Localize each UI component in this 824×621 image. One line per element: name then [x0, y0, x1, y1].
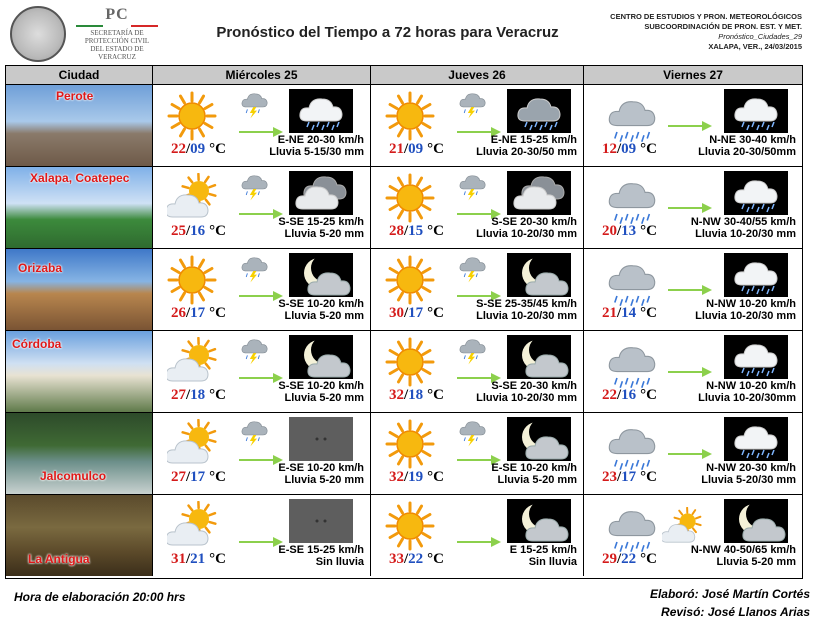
table-row [6, 494, 802, 576]
trend-arrow-icon [239, 289, 283, 307]
temp-separator: / [186, 223, 190, 239]
forecast-cell [153, 85, 371, 166]
temp-unit: °C [640, 141, 657, 157]
rain-text: Lluvia 5-20 mm [278, 228, 364, 240]
pc-logo [6, 4, 156, 60]
doc-code: Pronóstico_Ciudades_29 [610, 32, 802, 42]
table-row [6, 330, 802, 412]
forecast-cell [584, 249, 802, 330]
temperature [389, 551, 444, 568]
temp-separator: / [404, 387, 408, 403]
wind-text: E-SE 10-20 km/h [278, 462, 364, 474]
temp-max: 26 [171, 305, 186, 321]
forecast-cell [153, 331, 371, 412]
wind-text: E-SE 10-20 km/h [491, 462, 577, 474]
temperature [602, 387, 657, 404]
temperature [389, 305, 444, 322]
temp-unit: °C [427, 141, 444, 157]
temp-min: 13 [621, 223, 636, 239]
wind-text: S-SE 10-20 km/h [278, 298, 364, 310]
city-photo [6, 249, 153, 330]
temp-max: 23 [602, 469, 617, 485]
page-title: Pronóstico del Tiempo a 72 horas para Veracruz [160, 24, 615, 41]
day-header-1: Miércoles 25 [153, 66, 371, 84]
temp-min: 16 [621, 387, 636, 403]
wind-text: S-SE 20-30 km/h [476, 216, 577, 228]
temp-separator: / [404, 223, 408, 239]
wind-text: S-SE 10-20 km/h [278, 380, 364, 392]
rain-text: Lluvia 5-20 mm [278, 474, 364, 486]
temp-min: 09 [408, 141, 423, 157]
temp-max: 27 [171, 387, 186, 403]
sun-icon [385, 91, 435, 146]
temp-min: 09 [621, 141, 636, 157]
temp-separator: / [404, 305, 408, 321]
temp-max: 21 [389, 141, 404, 157]
temp-unit: °C [427, 305, 444, 321]
city-column-header: Ciudad [6, 66, 153, 84]
temp-unit: °C [427, 469, 444, 485]
wind-rain-info [691, 216, 796, 240]
rain-text: Lluvia 10-20/30 mm [691, 228, 796, 240]
sun-cloud-icon [167, 419, 217, 474]
elaboration-time: Hora de elaboración 20:00 hrs [14, 590, 185, 604]
temp-unit: °C [427, 223, 444, 239]
temp-max: 30 [389, 305, 404, 321]
table-row [6, 84, 802, 166]
temp-separator: / [404, 141, 408, 157]
logo-abbr: PC [72, 6, 162, 24]
wind-rain-info [491, 462, 577, 486]
forecast-cell [371, 249, 584, 330]
temp-separator: / [404, 551, 408, 567]
temp-max: 20 [602, 223, 617, 239]
storm-cloud-icon [239, 89, 269, 124]
temperature [171, 141, 226, 158]
temp-min: 22 [408, 551, 423, 567]
temp-unit: °C [209, 141, 226, 157]
wind-rain-info [701, 462, 796, 486]
forecast-cell [371, 331, 584, 412]
night-rain-cloud-icon [724, 89, 788, 133]
temp-separator: / [617, 223, 621, 239]
rain-text: Lluvia 10-20/30 mm [476, 392, 577, 404]
sun-icon [385, 337, 435, 392]
trend-arrow-icon [239, 371, 283, 389]
logo-text [72, 6, 162, 61]
temp-min: 22 [621, 551, 636, 567]
forecast-table [5, 65, 803, 579]
sun-cloud-icon [167, 337, 217, 392]
temperature [389, 469, 444, 486]
wind-rain-info [278, 462, 364, 486]
temp-unit: °C [209, 387, 226, 403]
temp-separator: / [186, 305, 190, 321]
forecast-cell [584, 167, 802, 248]
temp-max: 32 [389, 387, 404, 403]
wind-rain-info [695, 298, 796, 322]
sun-icon [385, 419, 435, 474]
rain-text: Sin lluvia [510, 556, 577, 568]
org-header [610, 12, 802, 52]
city-name: La Antigua [28, 552, 90, 566]
city-photo [6, 413, 153, 494]
reviewed-by: Revisó: José Llanos Arias [650, 603, 810, 621]
temp-min: 17 [190, 469, 205, 485]
forecast-cell [153, 413, 371, 494]
night-moon-cloud-icon [507, 417, 571, 461]
rain-text: Lluvia 10-20/30 mm [476, 310, 577, 322]
trend-arrow-icon [239, 207, 283, 225]
rain-text: Lluvia 10-20/30 mm [695, 310, 796, 322]
temp-max: 33 [389, 551, 404, 567]
temp-unit: °C [640, 551, 657, 567]
wind-text: N-NE 30-40 km/h [698, 134, 796, 146]
temp-separator: / [186, 551, 190, 567]
wind-rain-info [278, 298, 364, 322]
wind-rain-info [278, 216, 364, 240]
rain-text: Lluvia 20-30/50 mm [476, 146, 577, 158]
night-moon-cloud-icon [289, 335, 353, 379]
temperature [602, 469, 657, 486]
wind-rain-info [510, 544, 577, 568]
temp-min: 09 [190, 141, 205, 157]
place-date: XALAPA, VER., 24/03/2015 [610, 42, 802, 52]
storm-cloud-icon [457, 335, 487, 370]
temp-unit: °C [427, 551, 444, 567]
flag-stripe [76, 25, 158, 27]
storm-cloud-icon [457, 89, 487, 124]
storm-cloud-icon [457, 417, 487, 452]
night-rain-cloud-icon [724, 335, 788, 379]
temperature [389, 387, 444, 404]
night-rain-cloud-icon [724, 171, 788, 215]
trend-arrow-icon [239, 453, 283, 471]
temp-min: 21 [190, 551, 205, 567]
night-moon-cloud-icon [507, 499, 571, 543]
logo-line-1: SECRETARÍA DE [72, 29, 162, 37]
sun-icon [385, 173, 435, 228]
city-name: Córdoba [12, 337, 61, 351]
wind-rain-info [476, 298, 577, 322]
sun-cloud-icon [167, 501, 217, 556]
sun-icon [167, 91, 217, 146]
wind-text: N-NW 10-20 km/h [695, 298, 796, 310]
temperature [602, 223, 657, 240]
wind-rain-info [278, 544, 364, 568]
forecast-cell [371, 413, 584, 494]
temp-unit: °C [209, 223, 226, 239]
night-dark-rain-cloud-icon [507, 89, 571, 133]
temp-max: 22 [171, 141, 186, 157]
temperature [171, 305, 226, 322]
sun-icon [385, 255, 435, 310]
temp-max: 29 [602, 551, 617, 567]
night-rain-cloud-icon [724, 253, 788, 297]
temp-separator: / [617, 141, 621, 157]
temp-separator: / [617, 551, 621, 567]
state-seal-icon [10, 6, 66, 62]
night-fog-icon [289, 499, 353, 543]
forecast-cell [153, 249, 371, 330]
night-moon-cloud-icon [289, 253, 353, 297]
logo-line-2: PROTECCIÓN CIVIL [72, 37, 162, 45]
city-name: Jalcomulco [40, 469, 106, 483]
night-moon-cloud-icon [724, 499, 788, 543]
forecast-cell [584, 495, 802, 576]
rain-text: Lluvia 5-20 mm [491, 474, 577, 486]
storm-cloud-icon [239, 417, 269, 452]
wind-text: N-NW 20-30 km/h [701, 462, 796, 474]
night-rain-cloud-icon [724, 417, 788, 461]
city-name: Xalapa, Coatepec [30, 171, 129, 185]
temp-max: 32 [389, 469, 404, 485]
city-photo [6, 495, 153, 576]
temp-separator: / [617, 305, 621, 321]
temp-max: 22 [602, 387, 617, 403]
night-fog-icon [289, 417, 353, 461]
forecast-cell [371, 167, 584, 248]
temp-separator: / [186, 387, 190, 403]
temperature [602, 141, 657, 158]
temp-min: 18 [408, 387, 423, 403]
wind-rain-info [476, 216, 577, 240]
temperature [389, 223, 444, 240]
night-moon-cloud-icon [507, 335, 571, 379]
forecast-cell [584, 331, 802, 412]
table-row [6, 248, 802, 330]
rain-text: Lluvia 5-20 mm [278, 392, 364, 404]
city-photo [6, 167, 153, 248]
temp-max: 27 [171, 469, 186, 485]
temp-unit: °C [640, 469, 657, 485]
temp-min: 18 [190, 387, 205, 403]
rain-text: Lluvia 5-15/30 mm [269, 146, 364, 158]
wind-text: S-SE 20-30 km/h [476, 380, 577, 392]
wind-text: E-NE 15-25 km/h [476, 134, 577, 146]
storm-cloud-icon [457, 253, 487, 288]
sun-icon [167, 255, 217, 310]
wind-text: N-NW 10-20 km/h [698, 380, 796, 392]
wind-rain-info [476, 380, 577, 404]
wind-text: E-SE 15-25 km/h [278, 544, 364, 556]
org-line-2: SUBCOORDINACIÓN DE PRON. EST. Y MET. [610, 22, 802, 32]
forecast-cell [584, 85, 802, 166]
wind-rain-info [269, 134, 364, 158]
temp-min: 16 [190, 223, 205, 239]
temp-min: 15 [408, 223, 423, 239]
temperature [171, 387, 226, 404]
wind-text: S-SE 15-25 km/h [278, 216, 364, 228]
storm-cloud-icon [239, 171, 269, 206]
rain-text: Lluvia 5-20 mm [691, 556, 796, 568]
night-cloud-icon [289, 171, 353, 215]
temp-separator: / [186, 141, 190, 157]
temp-separator: / [186, 469, 190, 485]
trend-arrow-icon [457, 535, 501, 553]
rain-text: Sin lluvia [278, 556, 364, 568]
trend-arrow-icon [239, 535, 283, 553]
storm-cloud-icon [457, 171, 487, 206]
temp-min: 14 [621, 305, 636, 321]
wind-text: N-NW 30-40/55 km/h [691, 216, 796, 228]
rain-text: Lluvia 5-20 mm [278, 310, 364, 322]
signatures [650, 585, 810, 621]
temp-max: 28 [389, 223, 404, 239]
wind-rain-info [691, 544, 796, 568]
city-photo [6, 331, 153, 412]
wind-text: N-NW 40-50/65 km/h [691, 544, 796, 556]
rain-text: Lluvia 5-20/30 mm [701, 474, 796, 486]
forecast-cell [153, 167, 371, 248]
temp-min: 17 [190, 305, 205, 321]
night-rain-cloud-icon [289, 89, 353, 133]
temperature [389, 141, 444, 158]
day-header-3: Viernes 27 [584, 66, 802, 84]
temperature [602, 305, 657, 322]
table-row [6, 166, 802, 248]
temperature [171, 469, 226, 486]
rain-text: Lluvia 10-20/30 mm [476, 228, 577, 240]
forecast-cell [584, 413, 802, 494]
temperature [602, 551, 657, 568]
temp-unit: °C [209, 551, 226, 567]
wind-rain-info [698, 134, 796, 158]
storm-cloud-icon [239, 253, 269, 288]
wind-rain-info [476, 134, 577, 158]
org-line-1: CENTRO DE ESTUDIOS Y PRON. METEOROLÓGICOS [610, 12, 802, 22]
forecast-cell [371, 495, 584, 576]
wind-rain-info [698, 380, 796, 404]
temp-max: 21 [602, 305, 617, 321]
rain-text: Lluvia 20-30/50mm [698, 146, 796, 158]
prepared-by: Elaboró: José Martín Cortés [650, 585, 810, 603]
wind-rain-info [278, 380, 364, 404]
city-photo [6, 85, 153, 166]
wind-text: E 15-25 km/h [510, 544, 577, 556]
temp-separator: / [404, 469, 408, 485]
temp-max: 25 [171, 223, 186, 239]
temperature [171, 223, 226, 240]
forecast-cell [153, 495, 371, 576]
night-moon-cloud-icon [507, 253, 571, 297]
temp-unit: °C [427, 387, 444, 403]
day-header-2: Jueves 26 [371, 66, 584, 84]
wind-text: E-NE 20-30 km/h [269, 134, 364, 146]
temp-min: 17 [621, 469, 636, 485]
temp-separator: / [617, 469, 621, 485]
storm-cloud-icon [239, 335, 269, 370]
temp-max: 31 [171, 551, 186, 567]
night-cloud-icon [507, 171, 571, 215]
sun-icon [385, 501, 435, 556]
temp-separator: / [617, 387, 621, 403]
temp-min: 17 [408, 305, 423, 321]
wind-text: S-SE 25-35/45 km/h [476, 298, 577, 310]
temp-unit: °C [640, 223, 657, 239]
temp-unit: °C [640, 305, 657, 321]
sun-cloud-icon [167, 173, 217, 228]
rain-text: Lluvia 10-20/30mm [698, 392, 796, 404]
temp-max: 12 [602, 141, 617, 157]
logo-line-3: DEL ESTADO DE VERACRUZ [72, 45, 162, 61]
forecast-cell [371, 85, 584, 166]
city-name: Perote [56, 89, 93, 103]
temp-unit: °C [640, 387, 657, 403]
temp-unit: °C [209, 469, 226, 485]
city-name: Orizaba [18, 261, 62, 275]
temp-unit: °C [209, 305, 226, 321]
temperature [171, 551, 226, 568]
table-row [6, 412, 802, 494]
temp-min: 19 [408, 469, 423, 485]
